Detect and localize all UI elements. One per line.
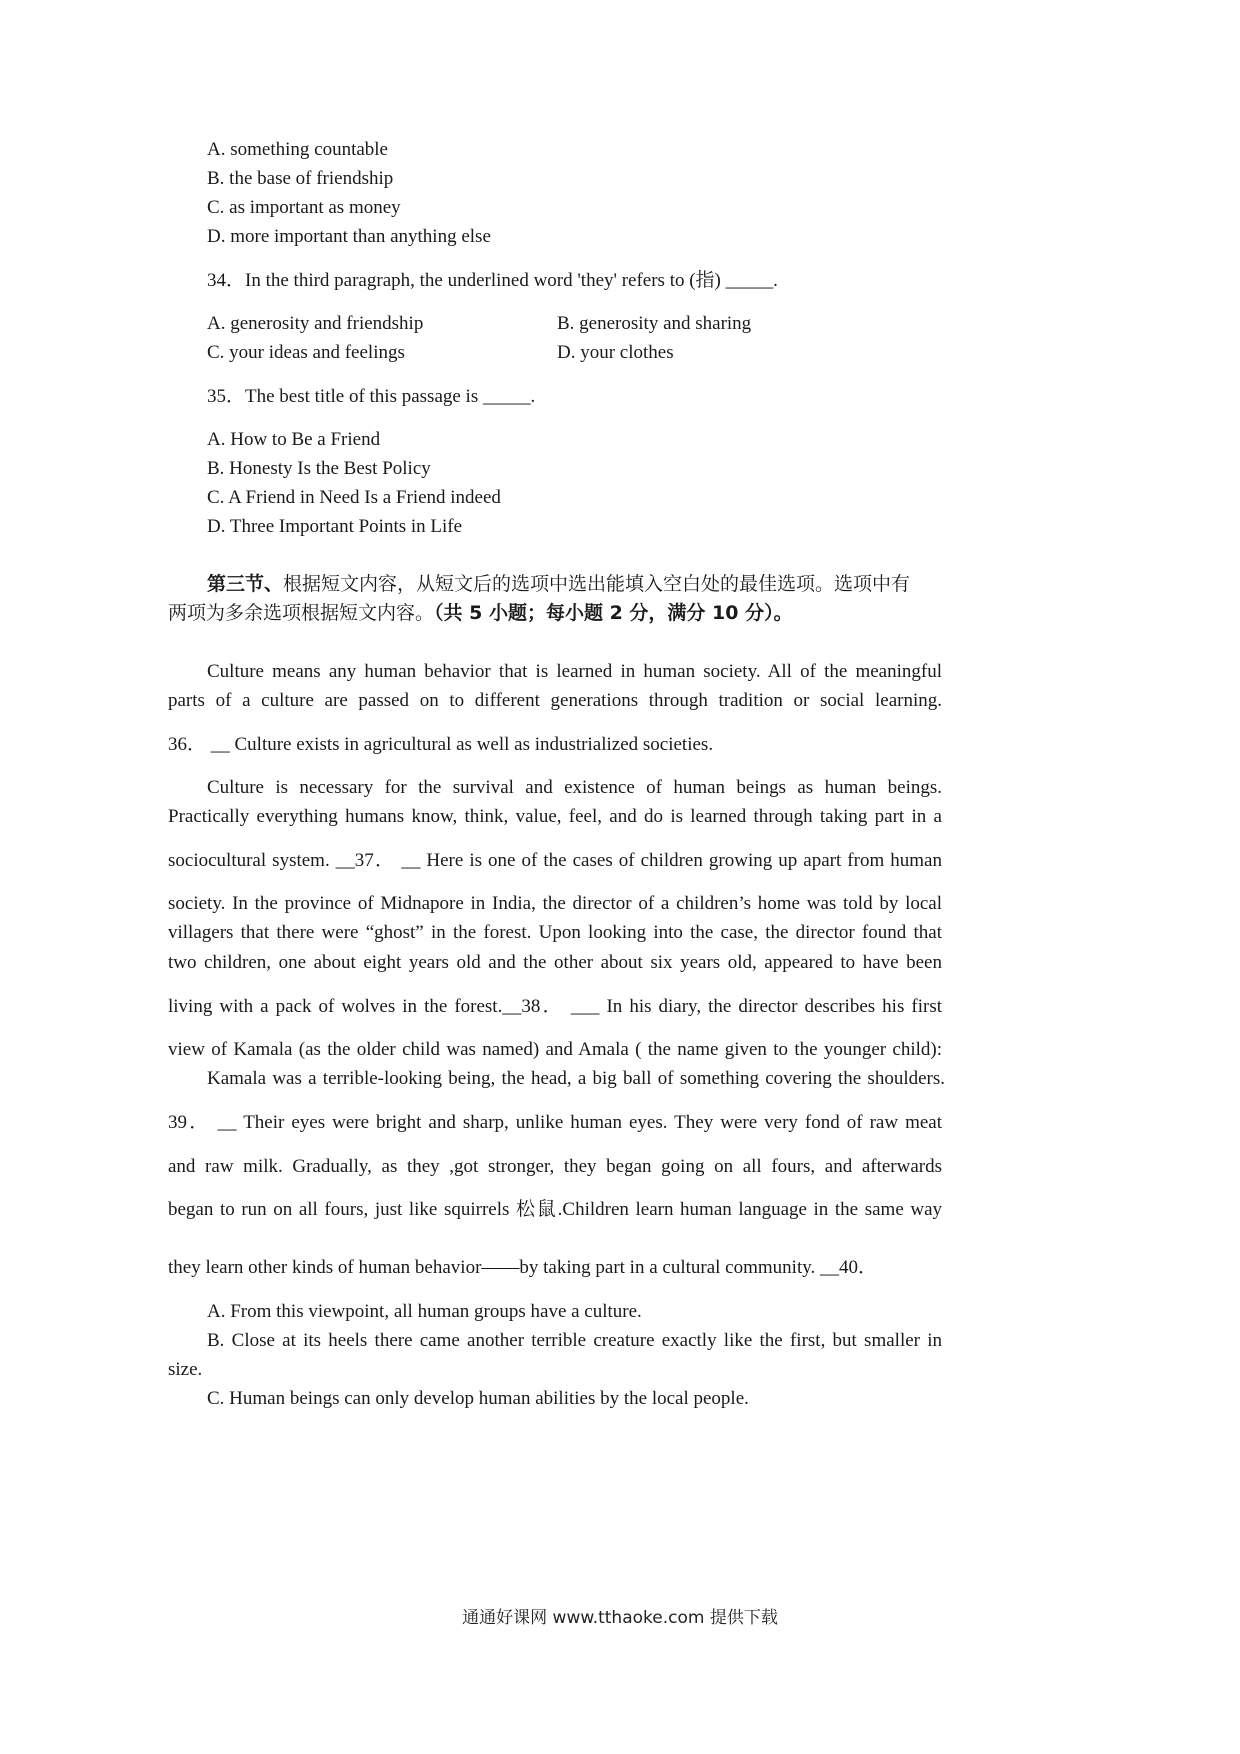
passage-line-4: Culture is necessary for the survival and existence of human beings as human beings. bbox=[207, 777, 942, 798]
q35-stem: 35．The best title of this passage is _____. bbox=[207, 386, 536, 407]
q35-option-d: D. Three Important Points in Life bbox=[207, 516, 463, 537]
answer-option-b-continued: size. bbox=[168, 1359, 203, 1380]
passage-line-16-blank-40: they learn other kinds of human behavior——by taking part in a cultural community. __40． bbox=[168, 1257, 877, 1278]
page-footer: 通通好课网 www.tthaoke.com 提供下载 bbox=[462, 1608, 778, 1628]
q34-option-d: D. your clothes bbox=[557, 342, 674, 363]
q34-stem: 34．In the third paragraph, the underlined word 'they' refers to (指) _____. bbox=[207, 270, 778, 291]
q34-option-b: B. generosity and sharing bbox=[557, 313, 752, 334]
q34-option-a: A. generosity and friendship bbox=[207, 313, 424, 334]
passage-line-13-blank-39: 39． __ Their eyes were bright and sharp, unlike human eyes. They were very fond of raw meat bbox=[168, 1112, 942, 1133]
passage-line-12: Kamala was a terrible-looking being, the head, a big ball of something covering the shoulders. bbox=[207, 1068, 945, 1089]
passage-line-10-blank-38: living with a pack of wolves in the forest.__38． ___ In his diary, the director describes his first bbox=[168, 996, 942, 1017]
passage-line-5: Practically everything humans know, think, value, feel, and do is learned through taking part in a bbox=[168, 806, 942, 827]
section3-heading-text: 根据短文内容，从短文后的选项中选出能填入空白处的最佳选项。选项中有 bbox=[283, 573, 911, 595]
q33-option-c: C. as important as money bbox=[207, 197, 401, 218]
passage-line-14: and raw milk. Gradually, as they ,got stronger, they began going on all fours, and afterwards bbox=[168, 1156, 942, 1177]
passage-line-11: view of Kamala (as the older child was named) and Amala ( the name given to the younger child): bbox=[168, 1039, 942, 1060]
q35-option-b: B. Honesty Is the Best Policy bbox=[207, 458, 431, 479]
passage-line-9: two children, one about eight years old and the other about six years old, appeared to have been bbox=[168, 952, 942, 973]
passage-line-7: society. In the province of Midnapore in India, the director of a children’s home was told by local bbox=[168, 893, 942, 914]
passage-line-8: villagers that there were “ghost” in the forest. Upon looking into the case, the director found that bbox=[168, 922, 942, 943]
answer-option-c: C. Human beings can only develop human abilities by the local people. bbox=[207, 1388, 749, 1409]
section3-heading-line1 bbox=[207, 572, 910, 596]
q33-option-d: D. more important than anything else bbox=[207, 226, 491, 247]
passage-line-3-blank-36: 36． __ Culture exists in agricultural as well as industrialized societies. bbox=[168, 734, 714, 755]
passage-line-1: Culture means any human behavior that is learned in human society. All of the meaningful bbox=[207, 661, 942, 682]
passage-line-6-blank-37: sociocultural system. __37． __ Here is one of the cases of children growing up apart from human bbox=[168, 850, 942, 871]
answer-option-a: A. From this viewpoint, all human groups have a culture. bbox=[207, 1301, 642, 1322]
q33-option-b: B. the base of friendship bbox=[207, 168, 394, 189]
passage-line-2: parts of a culture are passed on to different generations through tradition or social learning. bbox=[168, 690, 942, 711]
q34-option-c: C. your ideas and feelings bbox=[207, 342, 405, 363]
q35-option-a: A. How to Be a Friend bbox=[207, 429, 381, 450]
section3-heading-score: （共 5 小题；每小题 2 分，满分 10 分）。 bbox=[434, 602, 793, 624]
section3-heading-note: 两项为多余选项根据短文内容。 bbox=[168, 602, 435, 624]
passage-line-15: began to run on all fours, just like squirrels 松鼠.Children learn human language in the same way bbox=[168, 1199, 942, 1220]
section3-heading-line2 bbox=[168, 601, 793, 625]
answer-option-b: B. Close at its heels there came another terrible creature exactly like the first, but smaller in bbox=[207, 1330, 942, 1351]
q33-option-a: A. something countable bbox=[207, 139, 388, 160]
section3-heading-bold: 第三节、 bbox=[207, 573, 284, 595]
q35-option-c: C. A Friend in Need Is a Friend indeed bbox=[207, 487, 501, 508]
